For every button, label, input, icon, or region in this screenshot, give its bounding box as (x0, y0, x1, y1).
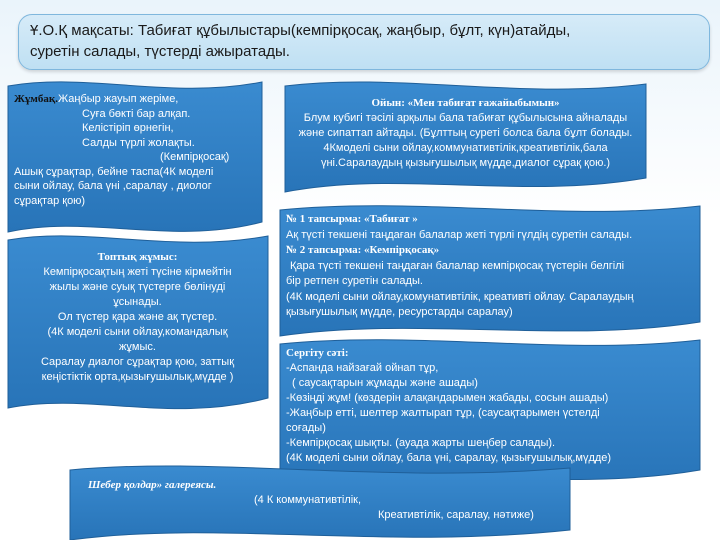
game-line: Блум кубигі тәсілі арқылы бала табиғат құбылысына айналады (303, 112, 628, 124)
riddle-line: Суға бөкті бар алқап. (82, 107, 191, 120)
riddle-line: Келістіріп өрнегін, (82, 122, 174, 134)
warmup-line: -Жаңбыр етті, шелтер жалтырап тұр, (саусақтарымен үстелді (286, 407, 600, 419)
title-line-1: Ұ.О.Қ мақсаты: Табиғат құбылыстары(кемпірқосақ, жаңбыр, бұлт, күн)атайды, (30, 22, 571, 39)
group-line: Кемпірқосақтың жеті түсіне кірмейтін (43, 266, 232, 278)
group-line: (4К моделі сыни ойлау,командалық (47, 326, 228, 338)
riddle-line: Жаңбыр жауып жеріме, (57, 93, 179, 105)
riddle-line: Салды түрлі жолақты. (82, 136, 195, 149)
warmup-line: -Көзіңді жұм! (көздерін алақандарымен жабады, сосын ашады) (286, 392, 609, 404)
riddle-line: сұрақтар қою) (14, 194, 86, 207)
riddle-line: Ашық сұрақтар, бейне таспа(4К моделі (14, 165, 214, 178)
group-line: Ол түстер қара және ақ түстер. (57, 311, 218, 323)
game-line: 4Кмоделі сыни ойлау,коммунативтілік,креативтілік,бала (323, 142, 608, 154)
warmup-line: (4К моделі сыни ойлау, бала үні, саралау, қызығушылық,мүдде) (286, 452, 612, 464)
game-block (288, 96, 643, 171)
gallery-block (88, 478, 568, 523)
riddle-answer: (Кемпірқосақ) (160, 151, 230, 163)
group-line: жұмыс. (119, 341, 156, 353)
warmup-line: ( саусақтарын жұмады және ашады) (292, 377, 478, 389)
task1-heading: № 1 тапсырма: «Табиғат » (286, 213, 418, 225)
task2-line: Қара түсті текшені таңдаған балалар кемпірқосақ түстерін белгілі (290, 259, 625, 272)
group-line: ұсынады. (113, 296, 162, 308)
group-line: кеңістіктік орта,қызығушылық,мүдде ) (41, 371, 234, 383)
title-line-2: суретін салады, түстерді ажыратады. (30, 43, 290, 60)
page-title (30, 20, 670, 62)
task2-line: бір ретпен суретін салады. (286, 275, 423, 287)
game-line: және сипаттап айтады. (Бұлттың суреті болса бала бұлт болады. (298, 127, 633, 139)
warmup-block (286, 346, 696, 466)
task1-line: Ақ түсті текшені таңдаған балалар жеті түрлі гүлдің суретін салады. (286, 228, 633, 241)
riddle-block (14, 92, 259, 208)
tasks-block (286, 212, 696, 321)
riddle-line: сыни ойлау, бала үні ,саралау , диолог (14, 180, 212, 192)
gallery-heading: Шебер қолдар» галереясы. (88, 479, 217, 491)
gallery-line: Креативтілік, саралау, нәтиже) (378, 509, 534, 521)
riddle-heading: Жұмбақ. (14, 93, 58, 105)
warmup-line: -Кемпірқосақ шықты. (ауада жарты шеңбер салады). (286, 437, 556, 449)
task2-line: (4К моделі сыни ойлау,комунативтілік, креативті ойлау. Саралаудың (286, 290, 634, 303)
group-block (10, 250, 265, 385)
task2-line: қызығушылық мүдде, ресурстарды саралау) (286, 306, 513, 318)
warmup-line: соғады) (286, 422, 326, 434)
task2-heading: № 2 тапсырма: «Кемпірқосақ» (286, 244, 440, 256)
game-line: үні.Саралаудың қызығушылық мүдде,диалог сұрақ қою.) (320, 157, 611, 169)
gallery-line: (4 К коммунативтілік, (254, 494, 362, 506)
warmup-heading: Сергіту сәті: (286, 347, 349, 359)
group-line: Саралау диалог сұрақтар қою, заттық (40, 356, 235, 368)
group-heading: Топтық жұмыс: (97, 251, 178, 263)
group-line: жылы және суық түстерге бөлінуді (49, 281, 226, 293)
game-heading: Ойын: «Мен табиғат ғажайыбымын» (371, 97, 560, 109)
warmup-line: -Аспанда найзағай ойнап тұр, (286, 362, 439, 374)
